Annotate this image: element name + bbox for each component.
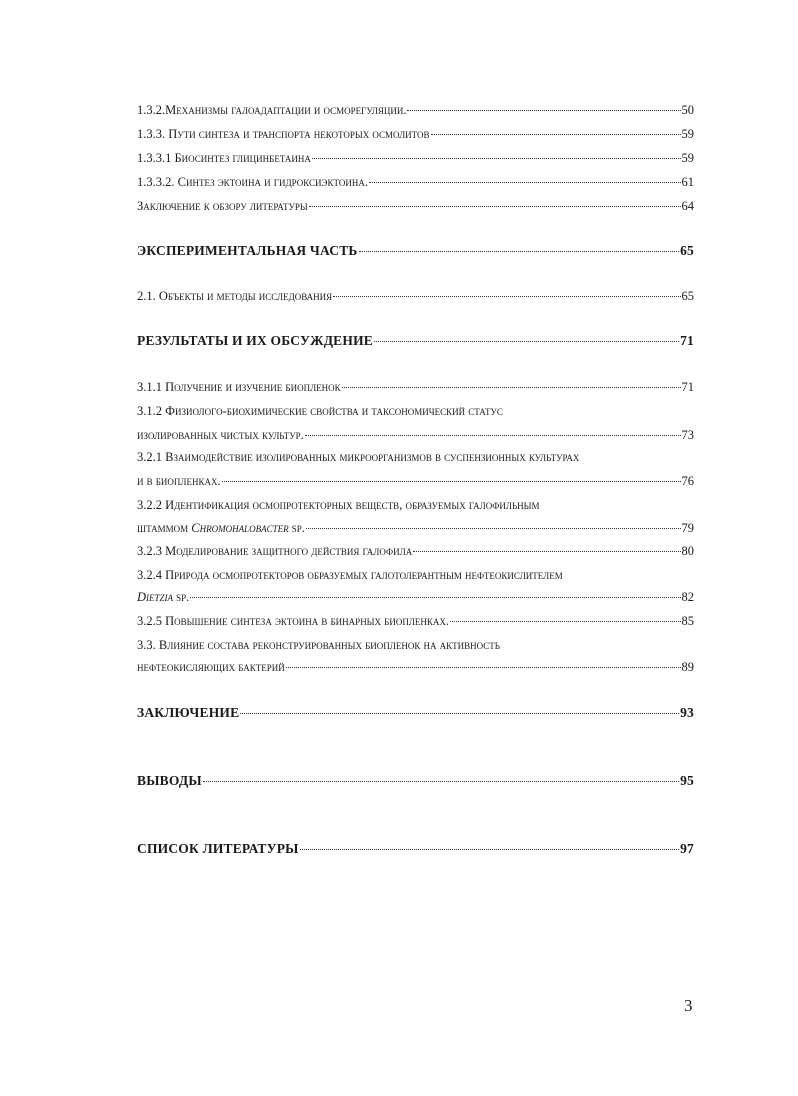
toc-heading-title: СПИСОК ЛИТЕРАТУРЫ [137, 841, 299, 856]
toc-entry-prefix: штаммом [137, 521, 192, 535]
toc-entry [137, 543, 694, 559]
toc-entry-title: 1.3.3.1 Биосинтез глицинбетаина [137, 151, 311, 165]
toc-entry [137, 473, 694, 489]
toc-entry [137, 659, 694, 675]
toc-entry-title: Заключение к обзору литературы [137, 199, 308, 213]
toc-leader [240, 712, 679, 714]
toc-leader [286, 666, 681, 668]
toc-entry-page: 79 [681, 521, 694, 535]
toc-leader [203, 780, 679, 782]
toc-entry-title-line2: изолированных чистых культур. [137, 428, 304, 442]
toc-entry [137, 150, 694, 166]
toc-section-heading [137, 333, 694, 349]
toc-entry-page: 76 [681, 474, 694, 488]
toc-entry [137, 613, 694, 629]
toc-entry-page: 59 [681, 151, 694, 165]
toc-entry-page: 61 [681, 175, 694, 189]
toc-entry-title-line2 [137, 589, 189, 605]
toc-heading-title: ВЫВОДЫ [137, 773, 202, 788]
toc-entry-title: 1.3.2.Механизмы галоадаптации и осморегуляции. [137, 103, 407, 117]
toc-entry-title-line1: 3.2.4 Природа осмопротекторов образуемых галотолерантным нефтеокислителем [137, 568, 563, 582]
toc-entry-page: 73 [681, 428, 694, 442]
toc-leader [222, 480, 681, 482]
toc-leader [306, 527, 681, 529]
toc-section-heading [137, 841, 694, 857]
toc-entry-page: 82 [681, 590, 694, 604]
toc-entry-genus: Dietzia [137, 590, 174, 604]
toc-entry-page: 59 [681, 127, 694, 141]
toc-entry-title: 2.1. Объекты и методы исследования [137, 289, 333, 303]
toc-leader [312, 157, 681, 159]
toc-entry [137, 198, 694, 214]
toc-heading-title: ЭКСПЕРИМЕНТАЛЬНАЯ ЧАСТЬ [137, 243, 358, 258]
toc-leader [190, 596, 680, 598]
toc-heading-page: 93 [680, 705, 694, 720]
toc-entry-page: 80 [681, 544, 694, 558]
toc-leader [342, 386, 681, 388]
toc-entry-title: 3.1.1 Получение и изучение биопленок [137, 380, 341, 394]
toc-leader [309, 205, 681, 207]
toc-heading-title: ЗАКЛЮЧЕНИЕ [137, 705, 240, 720]
toc-entry-title-line1: 3.1.2 Физиолого-биохимические свойства и таксономический статус [137, 404, 503, 418]
toc-entry [137, 174, 694, 190]
toc-leader [407, 109, 680, 111]
toc-entry-page: 50 [681, 103, 694, 117]
toc-heading-page: 71 [680, 333, 694, 348]
toc-section-heading [137, 243, 694, 259]
toc-entry [137, 102, 694, 118]
toc-leader [359, 250, 680, 252]
toc-entry-title-line2: и в биопленках. [137, 474, 221, 488]
toc-entry-title-line2: нефтеокисляющих бактерий [137, 660, 285, 674]
toc-entry [137, 427, 694, 443]
toc-entry-title: 1.3.3. Пути синтеза и транспорта некоторых осмолитов [137, 127, 430, 141]
toc-leader [300, 848, 679, 850]
toc-entry-page: 64 [681, 199, 694, 213]
toc-leader [305, 434, 681, 436]
toc-leader [413, 550, 680, 552]
toc-entry-title-line1: 3.3. Влияние состава реконструированных биопленок на активность [137, 638, 500, 652]
toc-entry-suffix: sp. [173, 590, 190, 604]
toc-section-heading [137, 773, 694, 789]
toc-entry [137, 589, 694, 605]
toc-entry-genus: Chromohalobacter [191, 521, 289, 535]
toc-entry [137, 520, 694, 536]
page-number: 3 [684, 996, 693, 1015]
toc-heading-title: РЕЗУЛЬТАТЫ И ИХ ОБСУЖДЕНИЕ [137, 333, 373, 348]
toc-entry-title: 3.2.3 Моделирование защитного действия галофила [137, 544, 413, 558]
toc-entry [137, 126, 694, 142]
toc-entry-title: 3.2.5 Повышение синтеза эктоина в бинарных биопленках. [137, 614, 450, 628]
toc-heading-page: 65 [680, 243, 694, 258]
toc-leader [374, 340, 679, 342]
toc-entry [137, 379, 694, 395]
toc-heading-page: 97 [680, 841, 694, 856]
toc-entry-suffix: sp. [288, 521, 305, 535]
toc-entry-page: 85 [681, 614, 694, 628]
toc-leader [369, 181, 681, 183]
toc-heading-page: 95 [680, 773, 694, 788]
toc-entry [137, 288, 694, 304]
toc-leader [333, 295, 680, 297]
toc-entry-page: 65 [681, 289, 694, 303]
toc-section-heading [137, 705, 694, 721]
toc-leader [431, 133, 681, 135]
toc-entry-title: 1.3.3.2. Синтез эктоина и гидроксиэктоина. [137, 175, 368, 189]
toc-entry-title-line1: 3.2.2 Идентификация осмопротекторных веществ, образуемых галофильным [137, 498, 540, 512]
toc-leader [450, 620, 680, 622]
toc-entry-page: 71 [681, 380, 694, 394]
toc-entry-page: 89 [681, 660, 694, 674]
toc-entry-title-line1: 3.2.1 Взаимодействие изолированных микроорганизмов в суспензионных культурах [137, 450, 580, 464]
toc-entry-title-line2 [137, 520, 305, 536]
